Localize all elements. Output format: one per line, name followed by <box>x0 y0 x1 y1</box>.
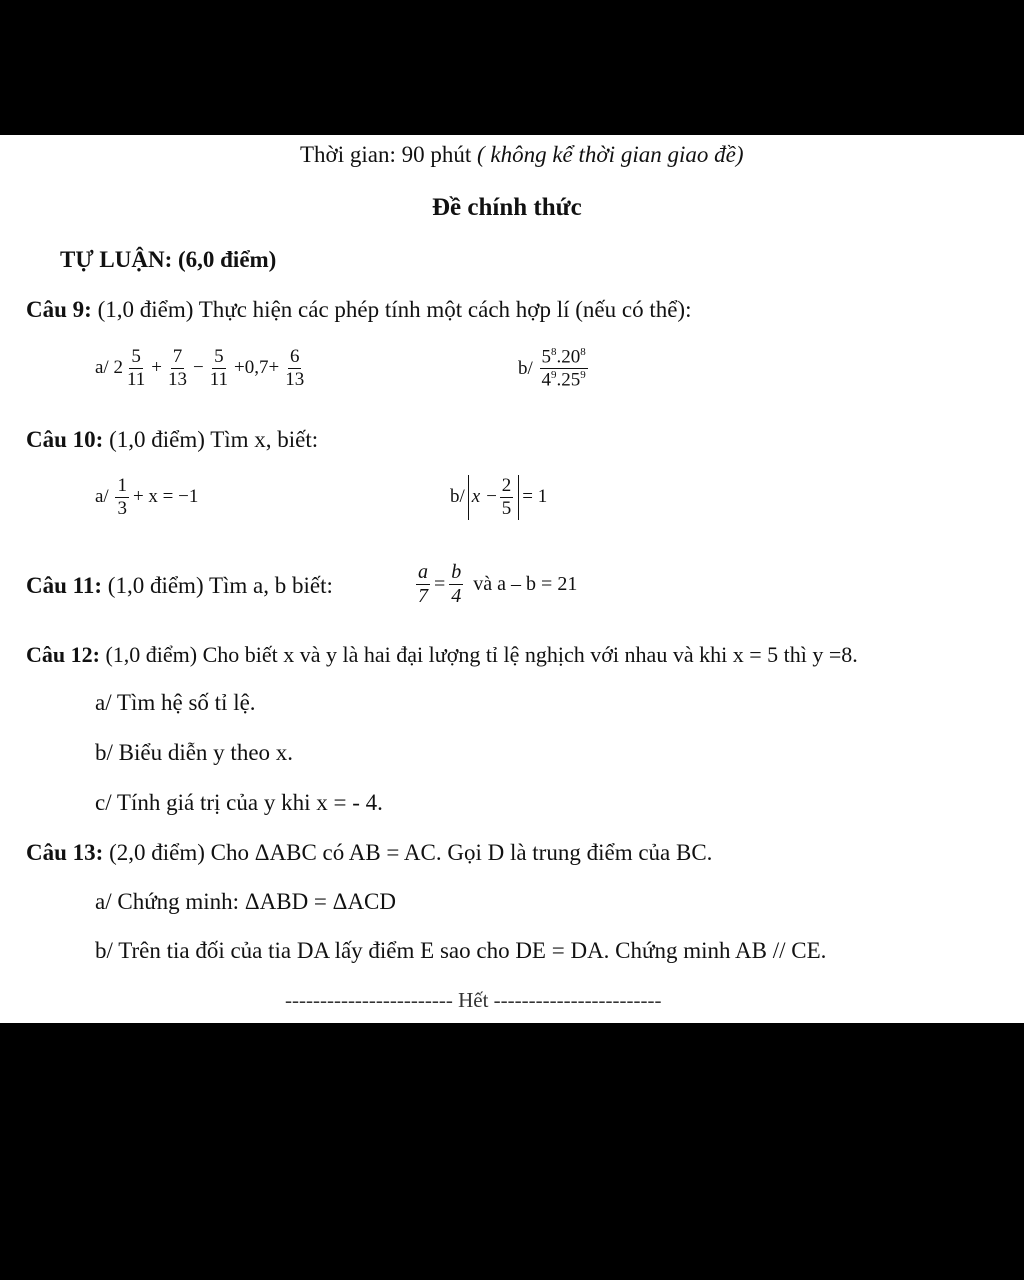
fraction: $\frac{5^8.20^8}{4^9.25^9}$ <box>541 346 586 391</box>
fraction: $\frac{2}{5}$ <box>501 475 512 519</box>
q11-expression: $\frac{a}{7}$ = $\frac{b}{4}$ và a – b = 21 <box>418 561 578 607</box>
q13-part-b: b/ Trên tia đối của tia DA lấy điểm E sao cho DE = DA. Chứng minh AB // CE. <box>95 938 827 963</box>
q12-part-a: a/ Tìm hệ số tỉ lệ. <box>95 690 256 715</box>
exam-page <box>0 135 1024 1023</box>
q10b-expression: b/ x − $\frac{2}{5}$ = 1 <box>450 475 548 519</box>
q9a-expression: a/ 2 $\frac{5}{11}$ + $\frac{7}{13}$ − $\frac{5}{11}$ +0,7+ $\frac{6}{13}$ <box>95 346 305 390</box>
section-title: TỰ LUẬN: (6,0 điểm) <box>60 247 277 272</box>
q9b-expression: b/ $\frac{5^8.20^8}{4^9.25^9}$ <box>518 346 586 391</box>
fraction: $\frac{1}{3}$ <box>117 475 127 519</box>
question-9: Câu 9: (1,0 điểm) Thực hiện các phép tính một cách hợp lí (nếu có thể): <box>26 297 692 322</box>
question-10: Câu 10: (1,0 điểm) Tìm x, biết: <box>26 427 319 452</box>
absolute-value: x − $\frac{2}{5}$ <box>468 475 520 520</box>
q12-part-c: c/ Tính giá trị của y khi x = - 4. <box>95 790 383 815</box>
q10a-expression: a/ $\frac{1}{3}$ + x = −1 <box>95 475 199 519</box>
fraction: $\frac{5}{11}$ <box>126 346 146 390</box>
exam-type: Đề chính thức <box>432 194 582 221</box>
fraction: $\frac{7}{13}$ <box>167 346 187 390</box>
q12-part-b: b/ Biểu diễn y theo x. <box>95 740 294 765</box>
fraction: $\frac{a}{7}$ <box>418 561 428 607</box>
end-marker: ------------------------ Hết ------------------------ <box>285 988 662 1012</box>
question-12: Câu 12: (1,0 điểm) Cho biết x và y là hai đại lượng tỉ lệ nghịch với nhau và khi x = 5 thì y =8. <box>26 642 858 667</box>
fraction: $\frac{b}{4}$ <box>451 561 462 607</box>
fraction: $\frac{6}{13}$ <box>285 346 305 390</box>
time-line: Thời gian: 90 phút ( không kể thời gian giao đề) <box>300 142 744 167</box>
fraction: $\frac{5}{11}$ <box>209 346 228 390</box>
question-13: Câu 13: (2,0 điểm) Cho ΔABC có AB = AC. Gọi D là trung điểm của BC. <box>26 840 713 865</box>
question-11: Câu 11: (1,0 điểm) Tìm a, b biết: <box>26 573 333 598</box>
q13-part-a: a/ Chứng minh: ΔABD = ΔACD <box>95 889 396 914</box>
